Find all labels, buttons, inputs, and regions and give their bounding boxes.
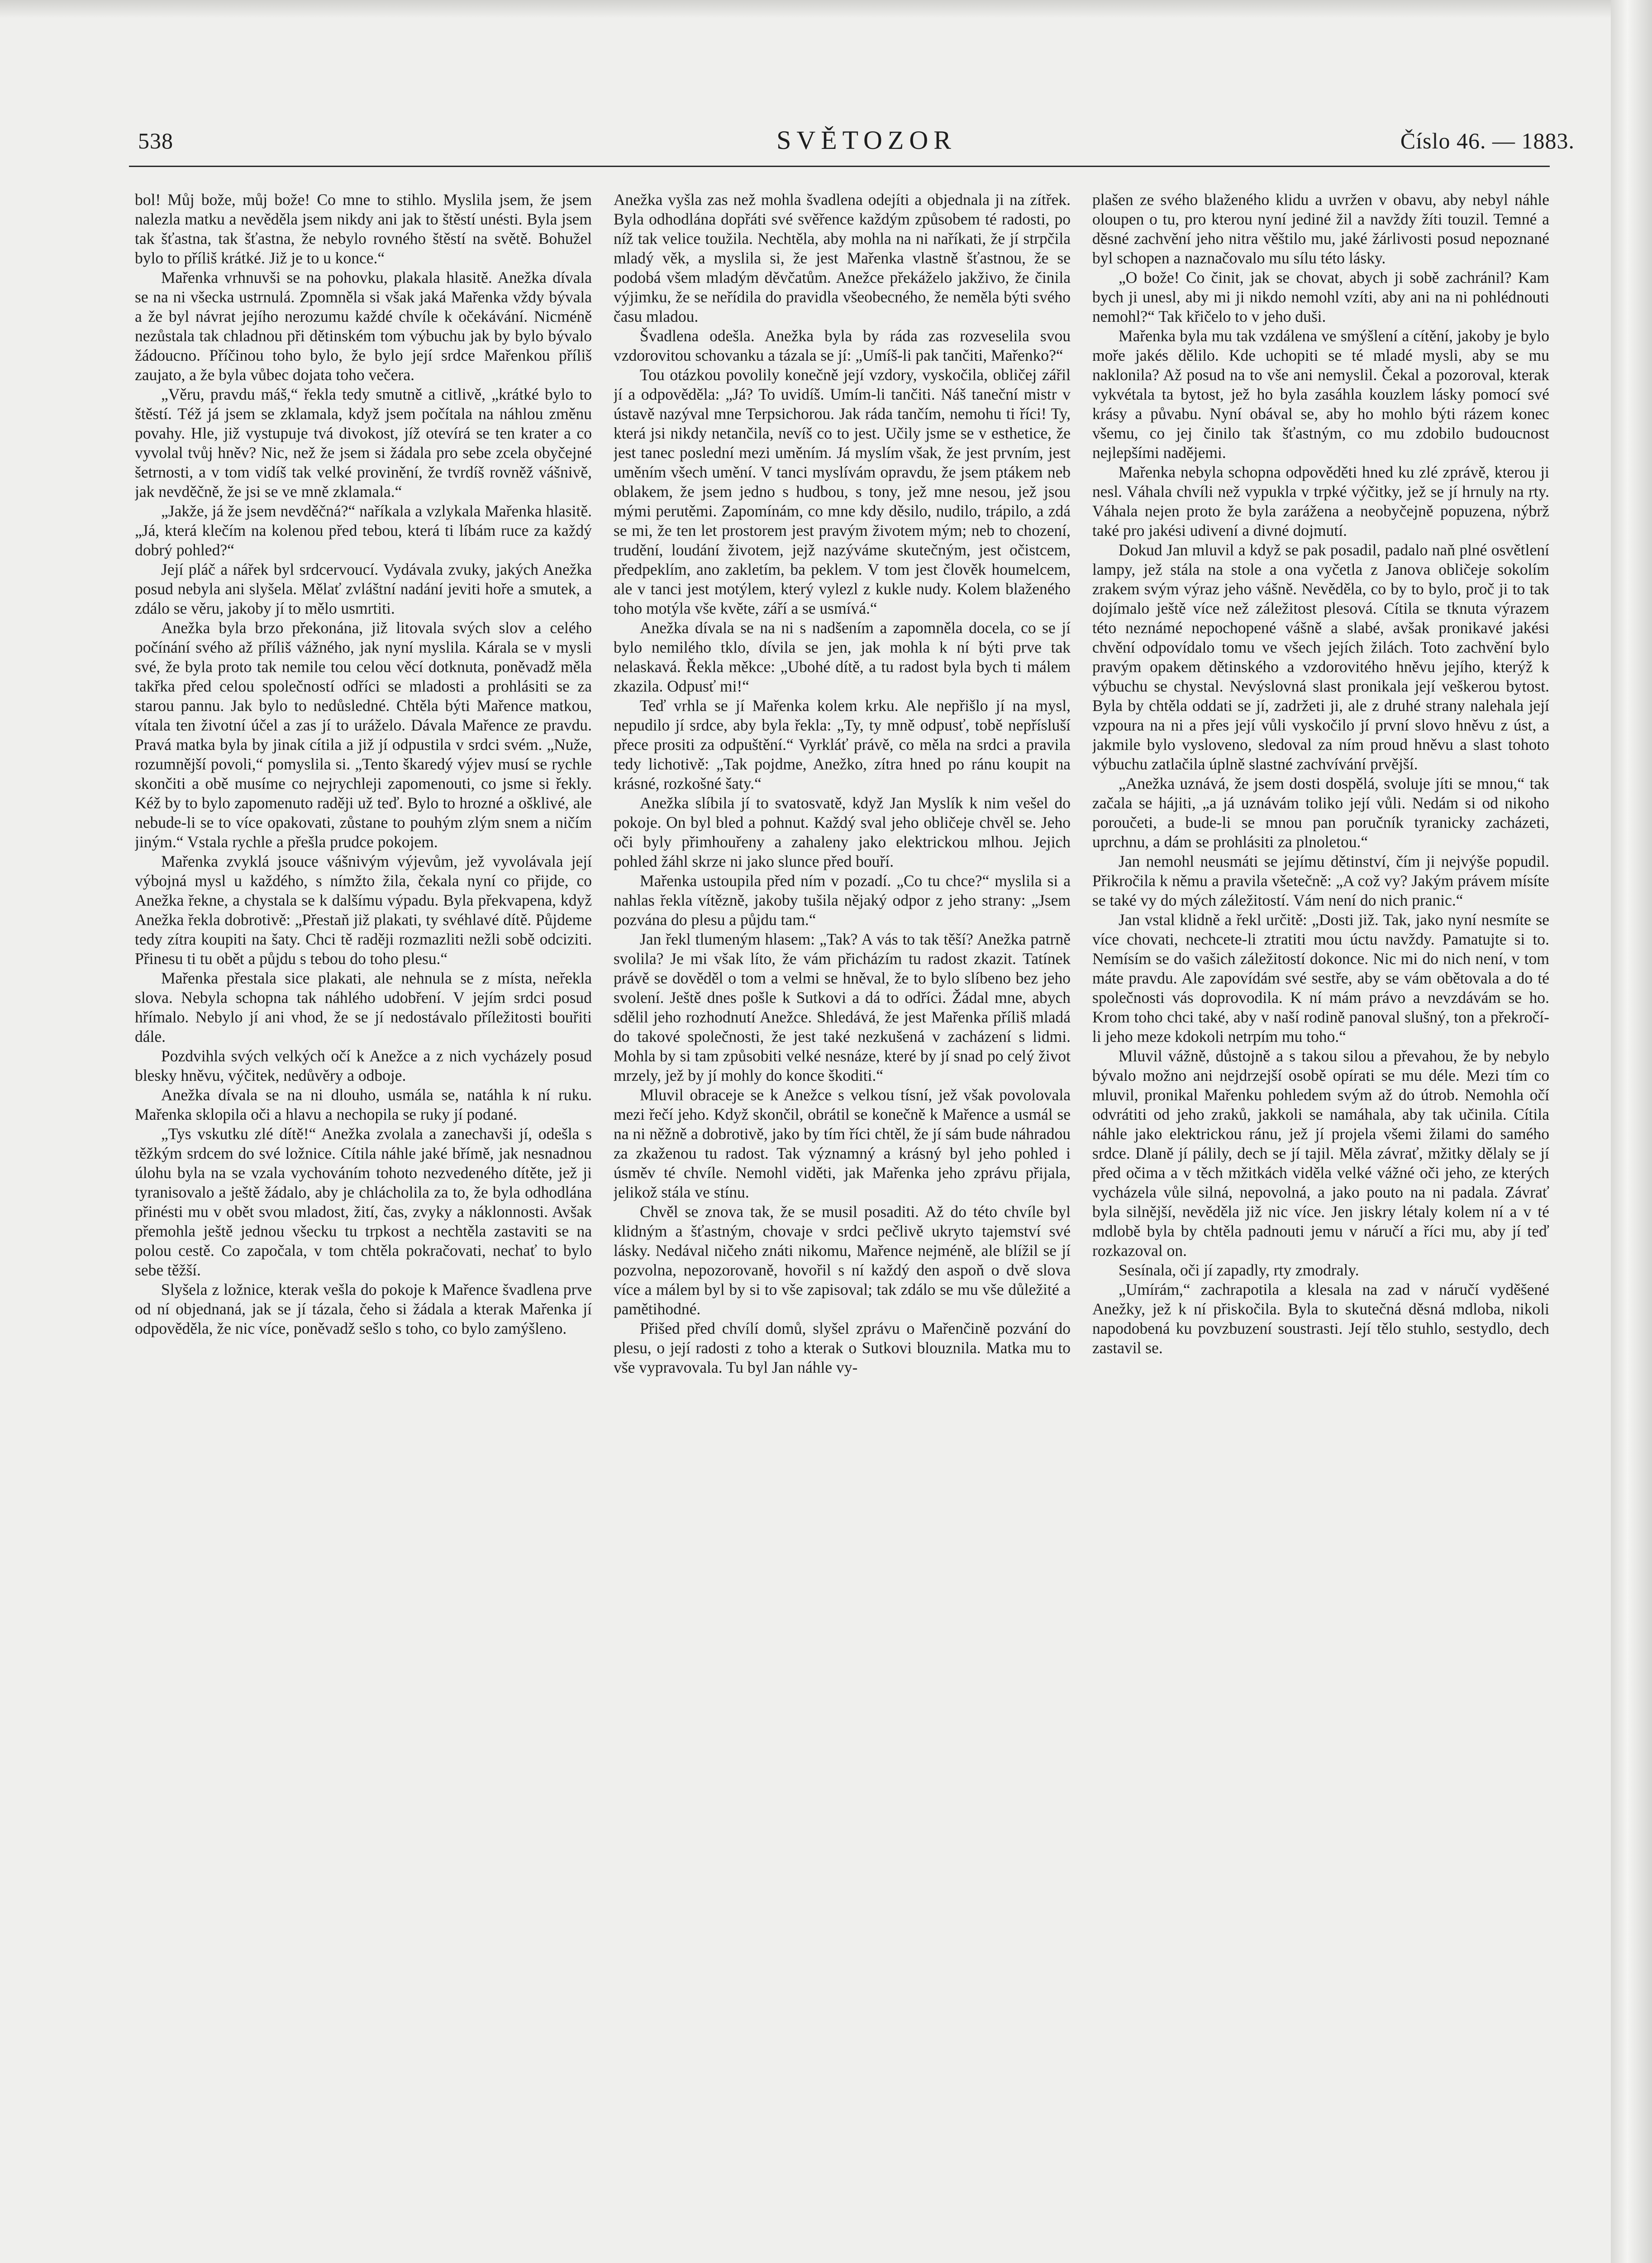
paragraph: „Tys vskutku zlé dítě!“ Anežka zvolala a zanechavši jí, odešla s těžkým srdcem do své ložnice. Cítila náhle jaké břímě, jak nesnadnou úlohu byla na se vzala vychováním tohoto nezvedeného dítěte, jež ji tyranisovalo a ještě žádalo, aby je chlácholila za to, že byla odhodlána přinésti mu v obět svou mladost, žití, čas, zvyky a náklonnosti. Avšak přemohla ještě jednou všecku tu trpkost a nechtěla zastaviti se na polou cestě. Co započala, v tom chtěla pokračovati, nechať to bylo sebe těžší.	[135, 1125, 592, 1279]
paragraph: plašen ze svého blaženého klidu a uvržen v obavu, aby nebyl náhle oloupen o tu, pro kterou nyní jediné žil a navždy žíti touzil. Temné a děsné zachvění jeho nitra věštilo mu, jaké žárlivosti posud nepoznané byl schopen a naznačovalo mu sílu této lásky.	[1092, 191, 1549, 267]
magazine-title: SVĚTOZOR	[776, 125, 957, 155]
paragraph: „Věru, pravdu máš,“ řekla tedy smutně a citlivě, „krátké bylo to štěstí. Též já jsem se zklamala, když jsem počítala na náhlou změnu povahy. Hle, již vystupuje tvá divokost, jíž otevírá se ten krater a co vyvolal tvůj hněv? Nic, než že jsem si žádala pro sebe zcela obyčejné šetrnosti, a v tom vidíš tak velké provinění, že tvrdíš rovněž vášnivě, jak nevděčně, že jsi se ve mně zklamala.“	[135, 385, 592, 501]
paragraph: bol! Můj bože, můj bože! Co mne to stihlo. Myslila jsem, že jsem nalezla matku a nevěděla jsem nikdy ani jak to štěstí unésti. Byla jsem tak šťastna, tak šťastna, že nebylo rovného štěstí na světě. Bohužel bylo to příliš krátké. Již je to u konce.“	[135, 191, 592, 267]
paragraph: Její pláč a nářek byl srdcervoucí. Vydávala zvuky, jakých Anežka posud nebyla ani slyšela. Mělať zvláštní nadání jeviti hoře a smutek, a zdálo se věru, jakoby jí to mělo usmrtiti.	[135, 560, 592, 617]
paragraph: Přišed před chvílí domů, slyšel zprávu o Mařenčině pozvání do plesu, o její radosti z toho a kterak o Sutkovi blouznila. Matka mu to vše vypravovala. Tu byl Jan náhle vy-	[614, 1319, 1071, 1376]
paragraph: Tou otázkou povolily konečně její vzdory, vyskočila, obličej zářil jí a odpověděla: „Já? To uvidíš. Umím-li tančiti. Náš taneční mistr v ústavě nazýval mne Terpsichorou. Jak ráda tančím, nemohu ti říci! Ty, která jsi nikdy netančila, nevíš co to jest. Učily jsme se v esthetice, že jest tanec poslední mezi uměním. Já myslím však, že jest prvním, jest uměním všech umění. V tanci myslívám opravdu, že jsem ptákem neb oblakem, že jsem jedno s hudbou, s tony, jež mne nesou, jež jsou mými perutěmi. Zapomínám, co mne kdy děsilo, nudilo, trápilo, a zdá se mi, že ten let prostorem jest pravým životem mým; neb to chození, trudění, loudání životem, jejž nazýváme skutečným, jest očistcem, předpeklím, ano zakletím, ba peklem. V tom jest člověk houmelcem, ale v tanci jest motýlem, který vylezl z kukle nudy. Kolem blaženého toho motýla vše květe, září a se usmívá.“	[614, 366, 1071, 617]
paragraph: Mařenka nebyla schopna odpověděti hned ku zlé zprávě, kterou ji nesl. Váhala chvíli než vypukla v trpké výčitky, jež se jí hrnuly na rty. Váhala nejen proto že byla zarážena a neobyčejně popuzena, nýbrž také pro jakési udivení a divné dojmutí.	[1092, 463, 1549, 539]
text-column-2	[614, 190, 1071, 2182]
paragraph: Mluvil vážně, důstojně a s takou silou a převahou, že by nebylo bývalo možno ani nejdrzejší osobě opírati se mu déle. Mezi tím co mluvil, pronikal Mařenku pohledem svým až do útrob. Nemohla očí odvrátiti od jeho zraků, jakkoli se namáhala, aby tak učinila. Cítila náhle jako elektrickou ránu, jež jí projela všemi žilami do samého srdce. Dlaně jí pálily, dech se jí tajil. Měla závrať, mžitky dělaly se jí před očima a v těch mžitkách viděla velké vážné oči jeho, ze kterých vycházela vůle silná, nepovolná, a jako pouto na ni padala. Závrať byla silnější, nevěděla již nic více. Jen jiskry létaly kolem ní a v té mdlobě byla by chtěla padnouti jemu v náručí a říci mu, aby jí teď rozkazoval on.	[1092, 1047, 1549, 1260]
paragraph: Jan vstal klidně a řekl určitě: „Dosti již. Tak, jako nyní nesmíte se více chovati, nechcete-li ztratiti mou úctu navždy. Pamatujte si to. Nemísím se do vašich záležitostí dokonce. Nic mi do nich není, v tom máte pravdu. Ale zapovídám své sestře, aby se vám obětovala a do té společnosti vás doprovodila. K ní mám právo a nevzdávám se ho. Krom toho chci také, aby v naší rodině panoval slušný, ton a překročí-li jeho meze kdokoli netrpím mu toho.“	[1092, 911, 1549, 1046]
paragraph: „Jakže, já že jsem nevděčná?“ naříkala a vzlykala Mařenka hlasitě. „Já, která klečím na kolenou před tebou, která ti líbám ruce za každý dobrý pohled?“	[135, 502, 592, 559]
paragraph: Jan řekl tlumeným hlasem: „Tak? A vás to tak těší? Anežka patrně svolila? Je mi však líto, že vám přicházím tu radost zkazit. Tatínek právě se dověděl o tom a velmi se hněval, že to bylo slíbeno bez jeho svolení. Ještě dnes pošle k Sutkovi a dá to odříci. Žádal mne, abych sdělil jeho rozhodnutí Anežce. Shledává, že jest Mařenka příliš mladá do takové společnosti, že jest také nezkušená v zacházení s lidmi. Mohla by si tam způsobiti velké nesnáze, které by jí snad po celý život mrzely, jež by jí mohly do konce škoditi.“	[614, 930, 1071, 1084]
paragraph: Slyšela z ložnice, kterak vešla do pokoje k Mařence švadlena prve od ní objednaná, jak se jí tázala, čeho si žádala a kterak Mařenka jí odpověděla, že nic více, poněvadž sešlo s toho, co bylo zamýšleno.	[135, 1280, 592, 1337]
paragraph: Anežka dívala se na ni dlouho, usmála se, natáhla k ní ruku. Mařenka sklopila oči a hlavu a nechopila se ruky jí podané.	[135, 1086, 592, 1123]
paragraph: Pozdvihla svých velkých očí k Anežce a z nich vycházely posud blesky hněvu, výčitek, nedůvěry a odboje.	[135, 1047, 592, 1084]
paragraph: Anežka vyšla zas než mohla švadlena odejíti a objednala ji na zítřek. Byla odhodlána dopřáti své svěřence každým způsobem té radosti, po níž tak velice toužila. Nechtěla, aby mohla na ni naříkati, že jí strpčila mladý věk, a myslila si, že jest Mařenka vlastně šťastnou, že se podobá všem mladým děvčatům. Anežce překáželo jakživo, že činila výjimku, že se neřídila do pravidla všeobecného, že neměla býti svého času mladou.	[614, 191, 1071, 325]
paragraph: Sesínala, oči jí zapadly, rty zmodraly.	[1119, 1261, 1359, 1279]
paragraph: Mařenka vrhnuvši se na pohovku, plakala hlasitě. Anežka dívala se na ni všecka ustrnulá. Zpomněla si však jaká Mařenka vždy bývala a že byl návrat jejího nerozumu každé chvíle k očekávání. Nicméně nezůstala tak chladnou při dětinském tom výbuchu jak by bylo bývalo žádoucno. Příčinou toho bylo, že bylo její srdce Mařenkou příliš zaujato, a že byla vůbec dojata toho večera.	[135, 268, 592, 384]
page-number: 538	[138, 128, 173, 153]
paragraph: Mařenka byla mu tak vzdálena ve smýšlení a cítění, jakoby je bylo moře jakés dělilo. Kde uchopiti se té mladé mysli, aby se mu naklonila? Až posud na to vše ani nemyslil. Čekal a pozoroval, kterak vykvétala ta bytost, jež ho byla zasáhla kouzlem lásky pomocí své krásy a půvabu. Nyní obával se, aby ho mohlo býti rázem konec všemu, co jej činilo tak šťastným, co mu zdobilo budoucnost nejlepšími nadějemi.	[1092, 327, 1549, 462]
text-column-3	[1092, 190, 1549, 2182]
page-edge	[1611, 0, 1652, 2263]
text-column-1	[135, 190, 592, 2182]
paragraph: Mluvil obraceje se k Anežce s velkou tísní, jež však povolovala mezi řečí jeho. Když skončil, obrátil se konečně k Mařence a usmál se na ni něžně a dobrotivě, jako by tím říci chtěl, že jí sám bude náhradou za zkaženou tu radost. Tak významný a krásný byl jeho pohled i úsměv té chvíle. Nemohl viděti, jak Mařenka jeho zprávu přijala, jelikož stála ve stínu.	[614, 1086, 1071, 1201]
page-fold-shadow	[0, 0, 1611, 18]
paragraph: Teď vrhla se jí Mařenka kolem krku. Ale nepřišlo jí na mysl, nepudilo jí srdce, aby byla řekla: „Ty, ty mně odpusť, tobě nepřísluší přece prositi za odpuštění.“ Vyrkláť právě, co měla na srdci a pravila tedy lichotivě: „Tak pojdme, Anežko, zítra hned po ránu koupit na krásné, rozkošné šaty.“	[614, 697, 1071, 793]
paragraph: Mařenka přestala sice plakati, ale nehnula se z místa, neřekla slova. Nebyla schopna tak náhlého udobření. V jejím srdci posud hřímalo. Nebylo jí ani vhod, že se jí nedostávalo příležitosti bouřiti dále.	[135, 969, 592, 1046]
paragraph: Chvěl se znova tak, že se musil posaditi. Až do této chvíle byl klidným a šťastným, chovaje v srdci pečlivě ukryto tajemství své lásky. Nedával ničeho znáti nikomu, Mařence nejméně, ale blížil se jí pozvolna, nepozorovaně, hovořil s ní každý den aspoň o dvě slova více a málem byl by si to vše zapisoval; tak zdálo se mu vše důležité a pamětihodné.	[614, 1203, 1071, 1318]
header-rule	[129, 166, 1550, 167]
paragraph: Anežka dívala se na ni s nadšením a zapomněla docela, co se jí bylo nemilého tklo, dívila se jen, jak mohla k ní býti prve tak nelaskavá. Řekla měkce: „Ubohé dítě, a tu radost byla bych ti málem zkazila. Odpusť mi!“	[614, 619, 1071, 695]
paragraph: Švadlena odešla. Anežka byla by ráda zas rozveselila svou vzdorovitou schovanku a tázala se jí: „Umíš-li pak tančiti, Mařenko?“	[614, 327, 1071, 364]
paragraph: Anežka byla brzo překonána, již litovala svých slov a celého počínání svého až příliš vážného, jak nyní myslila. Kárala se v mysli své, že byla proto tak nemile tou celou věcí dotknuta, poněvadž měla takřka před celou společností odříci se mladosti a prohlásiti se za starou pannu. Jak bylo to nedůsledné. Chtěla býti Mařence matkou, vítala ten životní účel a zas jí to uráželo. Dávala Mařence ze pravdu. Pravá matka byla by jinak cítila a již jí odpustila v srdci svém. „Nuže, rozumnější povoli,“ pomyslila si. „Tento škaredý výjev musí se rychle skončiti a obě musíme co nejrychleji zapomenouti, co jsme si řekly. Kéž by to bylo zapomenuto raději už teď. Bylo to hrozné a ošklivé, ale nebude-li se to více opakovati, zůstane to pouhým zlým snem a ničím jiným.“ Vstala rychle a přešla prudce pokojem.	[135, 619, 592, 851]
paragraph: Mařenka zvyklá jsouce vášnivým výjevům, jež vyvolávala její výbojná mysl u každého, s nímžto žila, čekala nyní co přijde, co Anežka řekne, a chystala se k dalšímu výpadu. Byla překvapena, když Anežka řekla dobrotivě: „Přestaň již plakati, ty svéhlavé dítě. Půjdeme tedy zítra koupiti na šaty. Chci tě raději rozmazliti nežli sobě odciziti. Přinesu ti tu obět a půjdu s tebou do toho plesu.“	[135, 852, 592, 968]
paragraph: Mařenka ustoupila před ním v pozadí. „Co tu chce?“ myslila si a nahlas řekla vítězně, jakoby tušila nějaký odpor z jeho strany: „Jsem pozvána do plesu a půjdu tam.“	[614, 872, 1071, 929]
issue-info: Číslo 46. — 1883.	[1400, 128, 1575, 153]
paragraph: „Umírám,“ zachrapotila a klesala na zad v náručí vyděšené Anežky, jež k ní přiskočila. Byla to skutečná děsná mdloba, nikoli napodobená ku povzbuzení soustrasti. Její tělo stuhlo, sestydlo, dech zastavil se.	[1092, 1280, 1549, 1357]
paragraph: „O bože! Co činit, jak se chovat, abych ji sobě zachránil? Kam bych ji unesl, aby mi ji nikdo nemohl vzíti, aby ani na ni pohlédnouti nemohl?“ Tak křičelo to v jeho duši.	[1092, 268, 1549, 325]
page-header	[129, 125, 1575, 168]
article-body	[135, 190, 1551, 2182]
paragraph: Dokud Jan mluvil a když se pak posadil, padalo naň plné osvětlení lampy, jež stála na stole a ona vyčetla z Janova obličeje sokolím zrakem svým výraz jeho vášně. Nevěděla, co by to bylo, proč ji to tak dojímalo ještě více než záležitost plesová. Cítila se tknuta výrazem této neznámé nepochopené vášně a slabé, avšak pronikavé jakési chvění odpovídalo tomu ve všech jejích žilách. Toto zachvění bylo pravým opakem dětinského a vzdorovitého hněvu jejího, kterýž k výbuchu se chystal. Nevýslovná slast pronikala její veškerou bytost. Byla by chtěla oddati se jí, zadržeti ji, ale z druhé strany nalehala její vzpoura na ni a přes její vůli vyskočilo jí první slovo hněvu z úst, a jakmile bylo vysloveno, sledoval za ním proud hněvu a slast tohoto výbuchu zatlačila úplně slastné zachvívání prvější.	[1092, 541, 1549, 773]
paragraph: Anežka slíbila jí to svatosvatě, když Jan Myslík k nim vešel do pokoje. On byl bled a pohnut. Každý sval jeho obličeje chvěl se. Jeho oči byly přimhouřeny a zahaleny jako elektrickou mlhou. Jejich pohled žáhl skrze ni jako slunce před bouří.	[614, 794, 1071, 870]
paragraph: „Anežka uznává, že jsem dosti dospělá, svoluje jíti se mnou,“ tak začala se hájiti, „a já uznávám toliko její vůli. Nedám si od nikoho poroučeti, a bude-li se mnou pan poručník tyranicky zacházeti, uprchnu, a dám se prohlásiti za plnoletou.“	[1092, 774, 1549, 851]
paragraph: Jan nemohl neusmáti se jejímu dětinství, čím ji nejvýše popudil. Přikročila k němu a pravila všetečně: „A což vy? Jakým právem mísíte se také vy do mých záležitostí. Vám není do nich pranic.“	[1092, 852, 1549, 909]
